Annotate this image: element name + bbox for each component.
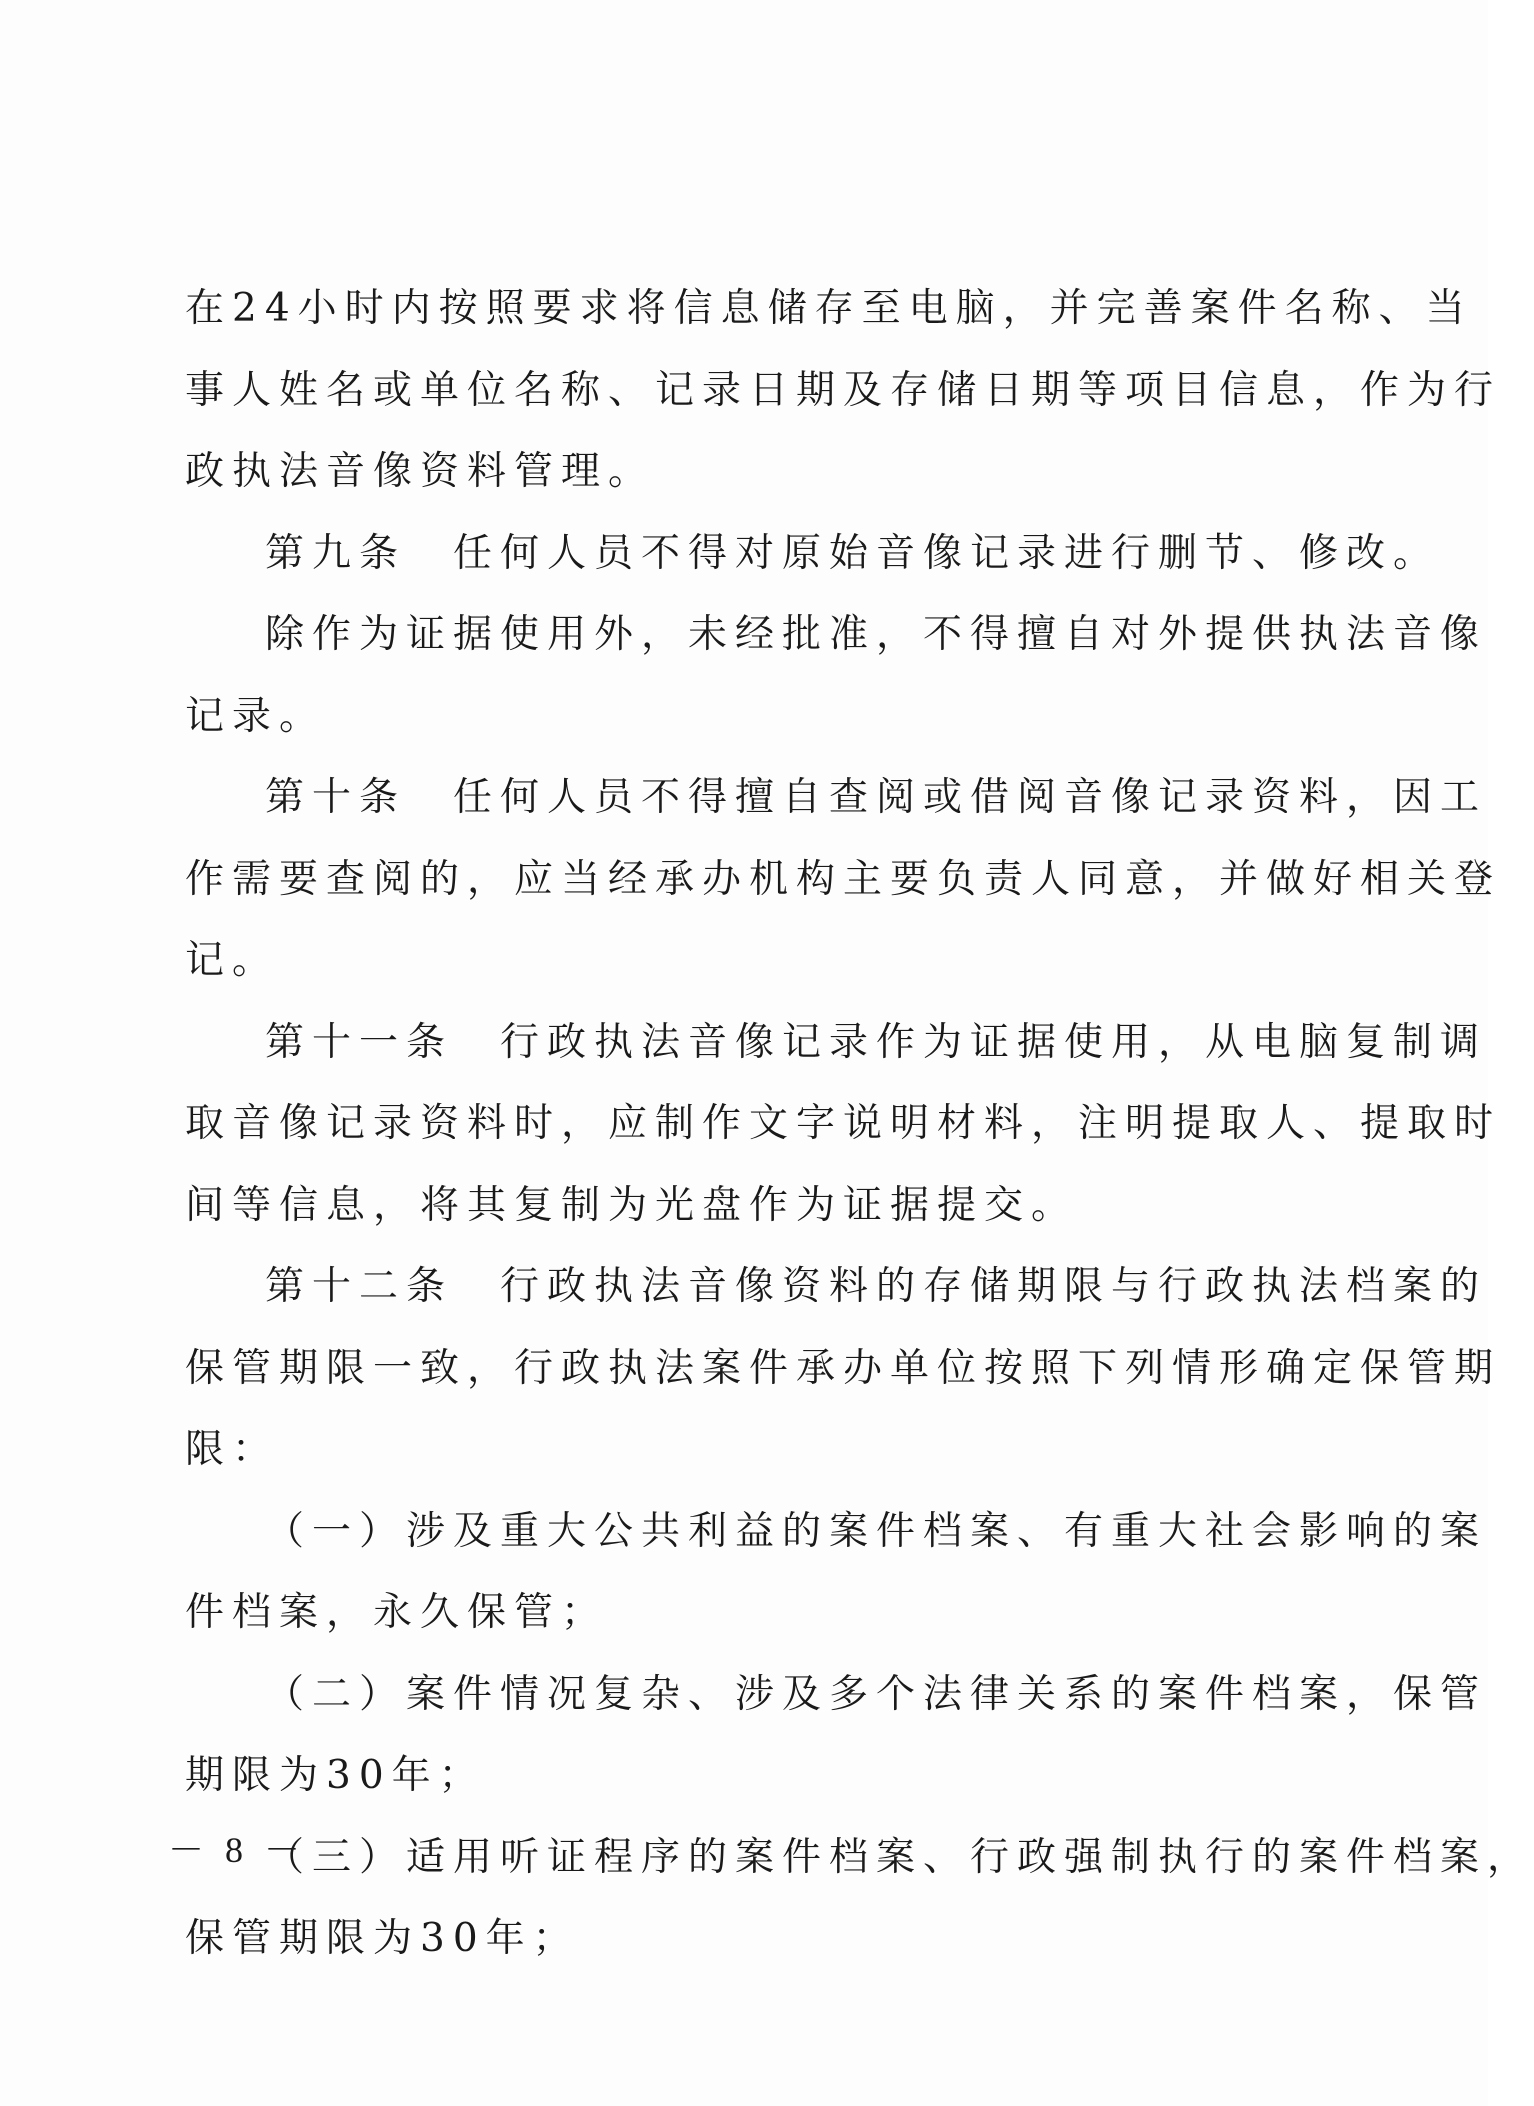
text-line: 保管期限为30年； — [185, 1916, 580, 1961]
list-item-1-line: （一）涉及重大公共利益的案件档案、有重大社会影响的案 — [265, 1508, 1488, 1554]
text-line: 取音像记录资料时，应制作文字说明材料，注明提取人、提取时 — [185, 1101, 1502, 1146]
list-item-2-line: （二）案件情况复杂、涉及多个法律关系的案件档案，保管 — [265, 1671, 1488, 1717]
article-9-line: 第九条 任何人员不得对原始音像记录进行删节、修改。 — [265, 530, 1441, 576]
text-line: 期限为30年； — [185, 1753, 486, 1798]
text-line: 作需要查阅的，应当经承办机构主要负责人同意，并做好相关登 — [185, 856, 1502, 902]
text-line: 保管期限一致，行政执法案件承办单位按照下列情形确定保管期 — [185, 1345, 1502, 1391]
article-12-line: 第十二条 行政执法音像资料的存储期限与行政执法档案的 — [265, 1264, 1488, 1309]
article-11-line: 第十一条 行政执法音像记录作为证据使用，从电脑复制调 — [265, 1019, 1488, 1065]
text-line: 政执法音像资料管理。 — [185, 449, 656, 494]
text-line: 在24小时内按照要求将信息储存至电脑，并完善案件名称、当 — [185, 286, 1473, 331]
text-line: 除作为证据使用外，未经批准，不得擅自对外提供执法音像 — [265, 612, 1488, 657]
article-10-line: 第十条 任何人员不得擅自查阅或借阅音像记录资料，因工 — [265, 775, 1488, 820]
list-item-3-line: （三）适用听证程序的案件档案、行政强制执行的案件档案， — [265, 1834, 1534, 1880]
page-number: － 8 － — [168, 1830, 307, 1870]
text-line: 记。 — [185, 938, 280, 983]
body-text — [185, 268, 1534, 1980]
text-line: 限： — [185, 1427, 280, 1472]
text-line: 间等信息，将其复制为光盘作为证据提交。 — [185, 1182, 1079, 1228]
text-line: 记录。 — [185, 693, 327, 739]
text-line: 事人姓名或单位名称、记录日期及存储日期等项目信息，作为行 — [185, 367, 1502, 413]
text-line: 件档案，永久保管； — [185, 1590, 609, 1635]
